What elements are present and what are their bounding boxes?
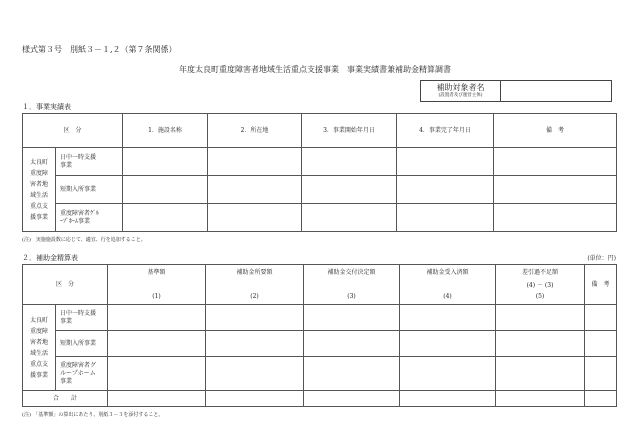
applicant-label-cell — [421, 81, 501, 101]
input-cell[interactable] — [108, 391, 206, 407]
col-header-start-date: 3．事業開始年月日 — [302, 114, 397, 148]
col-header-grant-decision: 補助金交付決定額 (3) — [304, 265, 400, 305]
input-cell[interactable] — [585, 305, 617, 331]
input-cell[interactable] — [494, 204, 617, 232]
col-header-remarks: 備 考 — [494, 114, 617, 148]
input-cell[interactable] — [208, 176, 302, 204]
input-cell[interactable] — [400, 305, 496, 331]
applicant-label: 補助対象者名 — [436, 83, 485, 92]
row-label-short-stay: 短期入所事業 — [56, 176, 123, 204]
applicant-name-field[interactable] — [501, 81, 611, 101]
section2-note: (注) 「基準額」の算出にあたり、別紙３－３を添付すること。 — [22, 412, 164, 418]
input-cell[interactable] — [496, 391, 585, 407]
col-header-category: 区 分 — [23, 265, 108, 305]
row-label-group-home: 重度障害者ｸﾞﾙ ｰﾌﾟﾎｰﾑ事業 — [56, 204, 123, 232]
input-cell[interactable] — [208, 148, 302, 176]
input-cell[interactable] — [585, 391, 617, 407]
form-code: 様式第３号 別紙３－１,２（第７条関係） — [22, 45, 177, 54]
col-header-end-date: 4．事業完了年月日 — [397, 114, 494, 148]
input-cell[interactable] — [123, 176, 208, 204]
input-cell[interactable] — [400, 391, 496, 407]
input-cell[interactable] — [108, 331, 206, 357]
input-cell[interactable] — [302, 176, 397, 204]
input-cell[interactable] — [397, 176, 494, 204]
input-cell[interactable] — [123, 204, 208, 232]
row-label-day-support: 日中一時支援 事業 — [56, 305, 108, 331]
input-cell[interactable] — [585, 331, 617, 357]
section2-title: ２．補助金精算表 — [22, 254, 78, 262]
total-label: 合 計 — [23, 391, 108, 407]
input-cell[interactable] — [494, 148, 617, 176]
input-cell[interactable] — [496, 305, 585, 331]
input-cell[interactable] — [206, 305, 304, 331]
category-cell: 太良町 重度障 害者地 域生活 重点支 援事業 — [23, 305, 56, 391]
applicant-box — [420, 80, 612, 102]
col-header-base-amount: 基準額 (1) — [108, 265, 206, 305]
row-label-short-stay: 短期入所事業 — [56, 331, 108, 357]
section1-title: １．事業実績表 — [22, 103, 71, 111]
input-cell[interactable] — [304, 331, 400, 357]
input-cell[interactable] — [206, 391, 304, 407]
category-cell: 太良町 重度障 害者地 域生活 重点支 援事業 — [23, 148, 56, 232]
input-cell[interactable] — [400, 331, 496, 357]
input-cell[interactable] — [302, 148, 397, 176]
settlement-table — [22, 264, 617, 407]
input-cell[interactable] — [206, 357, 304, 391]
input-cell[interactable] — [304, 391, 400, 407]
input-cell[interactable] — [400, 357, 496, 391]
document-title: 年度太良町重度障害者地域生活重点支援事業 事業実績書兼補助金精算調書 — [179, 65, 451, 74]
input-cell[interactable] — [206, 331, 304, 357]
col-header-remarks: 備 考 — [585, 265, 617, 305]
row-label-group-home: 重度障害者グ ループホーム 事業 — [56, 357, 108, 391]
col-header-required-amount: 補助金所要額 (2) — [206, 265, 304, 305]
col-header-received-amount: 補助金受入済額 (4) — [400, 265, 496, 305]
input-cell[interactable] — [496, 331, 585, 357]
performance-table — [22, 113, 617, 232]
input-cell[interactable] — [108, 305, 206, 331]
input-cell[interactable] — [108, 357, 206, 391]
input-cell[interactable] — [208, 204, 302, 232]
input-cell[interactable] — [123, 148, 208, 176]
applicant-sub-label: (設置者及び運営主体) — [438, 93, 483, 98]
input-cell[interactable] — [304, 357, 400, 391]
col-header-difference: 差引過不足額 (4) － (3) (5) — [496, 265, 585, 305]
unit-label: (単位：円) — [587, 255, 616, 262]
input-cell[interactable] — [304, 305, 400, 331]
col-header-facility-name: 1．施設名称 — [123, 114, 208, 148]
input-cell[interactable] — [585, 357, 617, 391]
row-label-day-support: 日中一時支援 事業 — [56, 148, 123, 176]
input-cell[interactable] — [494, 176, 617, 204]
col-header-category: 区 分 — [23, 114, 123, 148]
input-cell[interactable] — [496, 357, 585, 391]
input-cell[interactable] — [397, 148, 494, 176]
input-cell[interactable] — [397, 204, 494, 232]
col-header-address: 2．所在地 — [208, 114, 302, 148]
input-cell[interactable] — [302, 204, 397, 232]
section1-note: (注) 実施施設数に応じて、適宜、行を追加すること。 — [22, 237, 146, 243]
